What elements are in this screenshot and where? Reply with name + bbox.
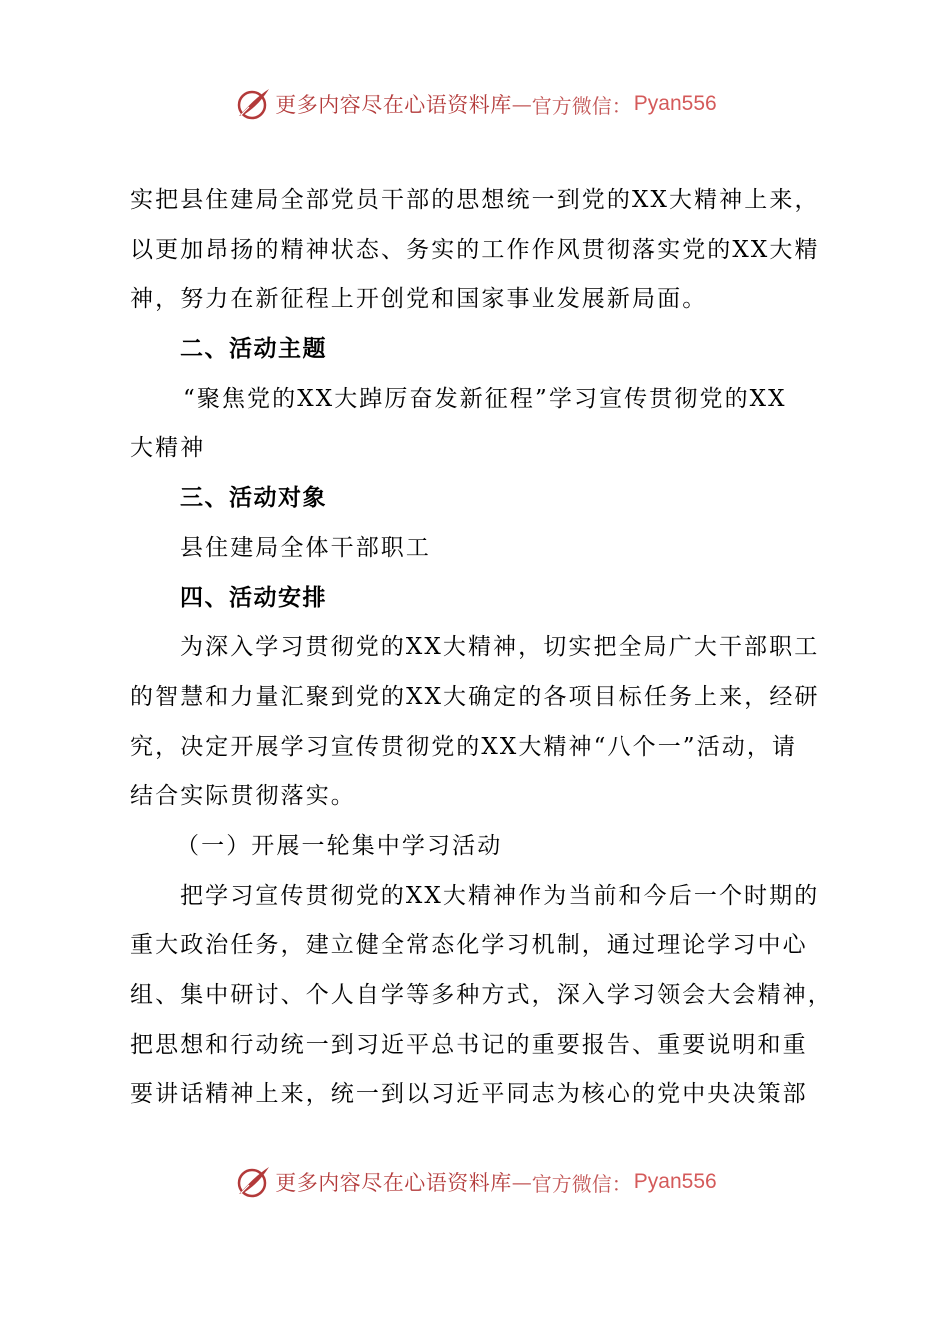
body-line: 以更加昂扬的精神状态、务实的工作作风贯彻落实党的XX大精 (130, 236, 820, 263)
footer-watermark-banner (0, 1162, 950, 1202)
body-line: 为深入学习贯彻党的XX大精神，切实把全局广大干部职工 (180, 634, 820, 661)
body-line: 把学习宣传贯彻党的XX大精神作为当前和今后一个时期的 (180, 882, 820, 909)
body-line: 重大政治任务，建立健全常态化学习机制，通过理论学习中心 (130, 932, 808, 959)
body-line: 究，决定开展学习宣传贯彻党的XX大精神“八个一”活动，请 (130, 733, 798, 760)
document-body (130, 176, 835, 1120)
body-line: “聚焦党的XX大踔厉奋发新征程”学习宣传贯彻党的XX (183, 385, 787, 412)
banner-separator: — (511, 1170, 532, 1194)
body-line: 结合实际贯彻落实。 (130, 783, 356, 810)
section-heading-theme: 二、活动主题 (180, 336, 327, 363)
body-line: 实把县住建局全部党员干部的思想统一到党的XX大精神上来， (130, 187, 820, 213)
banner-sub-text: 官方微信： (531, 93, 632, 118)
banner-main-text: 更多内容尽在心语资料库 (275, 93, 512, 117)
banner-wechat-id: Pyan556 (633, 92, 717, 115)
body-line: 要讲话精神上来，统一到以习近平同志为核心的党中央决策部 (130, 1081, 808, 1108)
banner-main-text: 更多内容尽在心语资料库 (275, 1171, 512, 1195)
quill-pen-logo-icon (233, 86, 273, 122)
banner-separator: — (511, 92, 532, 116)
subsection-heading: （一）开展一轮集中学习活动 (176, 832, 503, 859)
body-line: 组、集中研讨、个人自学等多种方式，深入学习领会大会精神， (130, 982, 833, 1008)
body-line: 县住建局全体干部职工 (180, 534, 431, 561)
body-line: 大精神 (130, 435, 206, 462)
quill-pen-logo-icon (233, 1164, 273, 1200)
body-line: 的智慧和力量汇聚到党的XX大确定的各项目标任务上来，经研 (130, 683, 820, 710)
section-heading-arrangement: 四、活动安排 (180, 584, 327, 611)
body-line: 把思想和行动统一到习近平总书记的重要报告、重要说明和重 (130, 1031, 808, 1058)
section-heading-target: 三、活动对象 (180, 485, 327, 512)
banner-wechat-id: Pyan556 (633, 1170, 717, 1193)
body-line: 神，努力在新征程上开创党和国家事业发展新局面。 (130, 286, 708, 313)
banner-sub-text: 官方微信： (531, 1171, 632, 1196)
header-watermark-banner (0, 84, 950, 124)
